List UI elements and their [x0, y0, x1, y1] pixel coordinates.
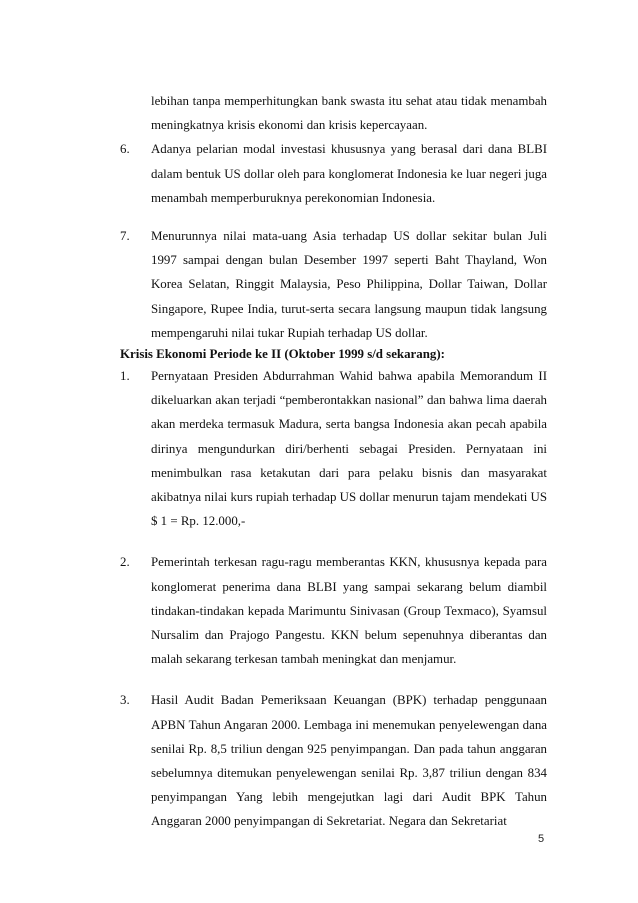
section-heading: Krisis Ekonomi Periode ke II (Oktober 1999 s/d sekarang): — [120, 347, 445, 361]
item-number: 1. — [120, 369, 130, 383]
item-text: Adanya pelarian modal investasi khususnya yang berasal dari dana BLBI dalam bentuk US dollar oleh para konglomerat Indonesia ke luar negeri juga menambah memperburuknya perekonomian Indonesia. — [151, 142, 547, 205]
item-number: 2. — [120, 555, 130, 570]
item-number: 7. — [120, 229, 130, 244]
page-number: 5 — [538, 833, 545, 845]
list-item — [0, 137, 638, 210]
item-text: Pemerintah terkesan ragu-ragu memberantas KKN, khususnya kepada para konglomerat penerima dana BLBI yang sampai sekarang belum diambil tindakan-tindakan kepada Marimuntu Sinivasan (Group Texmaco), Syamsul Nursalim dan Prajogo Pangestu. KKN belum sepenuhnya diberantas dan malah sekarang terkesan tambah meningkat dan menjamur. — [151, 555, 547, 667]
list-item — [0, 364, 638, 533]
list-item — [0, 89, 638, 137]
item-number: 6. — [120, 142, 130, 157]
item-text: Hasil Audit Badan Pemeriksaan Keuangan (BPK) terhadap penggunaan APBN Tahun Angaran 2000. Lembaga ini menemukan penyelewengan dana senilai Rp. 8,5 triliun dengan 925 penyimpangan. Dan pada tahun anggaran sebelumnya ditemukan penyelewengan senilai Rp. 3,87 triliun dengan 834 penyimpangan Yang lebih mengejutkan lagi dari Audit BPK Tahun Anggaran 2000 penyimpangan di Sekretariat. Negara dan Sekretariat — [151, 693, 547, 829]
list-item — [0, 688, 638, 833]
item-number: 3. — [120, 693, 130, 708]
top-item-list — [0, 89, 638, 345]
section-item-list — [0, 364, 638, 834]
item-text: lebihan tanpa memperhitungkan bank swasta itu sehat atau tidak menambah meningkatnya krisis ekonomi dan krisis kepercayaan. — [151, 94, 547, 133]
item-text: Menurunnya nilai mata-uang Asia terhadap US dollar sekitar bulan Juli 1997 sampai dengan bulan Desember 1997 seperti Baht Thayland, Won Korea Selatan, Ringgit Malaysia, Peso Philippina, Dollar Taiwan, Dollar Singapore, Rupee India, turut-serta secara langsung maupun tidak langsung mempengaruhi nilai tukar Rupiah terhadap US dollar. — [151, 229, 547, 340]
item-text: Pernyataan Presiden Abdurrahman Wahid bahwa apabila Memorandum II dikeluarkan akan terjadi “pemberontakkan nasional” dan bahwa lima daerah akan merdeka termasuk Madura, serta bangsa Indonesia akan pecah apabila dirinya mengundurkan diri/berhenti sebagai Presiden. Pernyataan ini menimbulkan rasa ketakutan dari para pelaku bisnis dan masyarakat akibatnya nilai kurs rupiah terhadap US dollar menurun tajam mendekati US $ 1 = Rp. 12.000,- — [151, 369, 547, 529]
list-item — [0, 224, 638, 345]
list-item — [0, 550, 638, 671]
